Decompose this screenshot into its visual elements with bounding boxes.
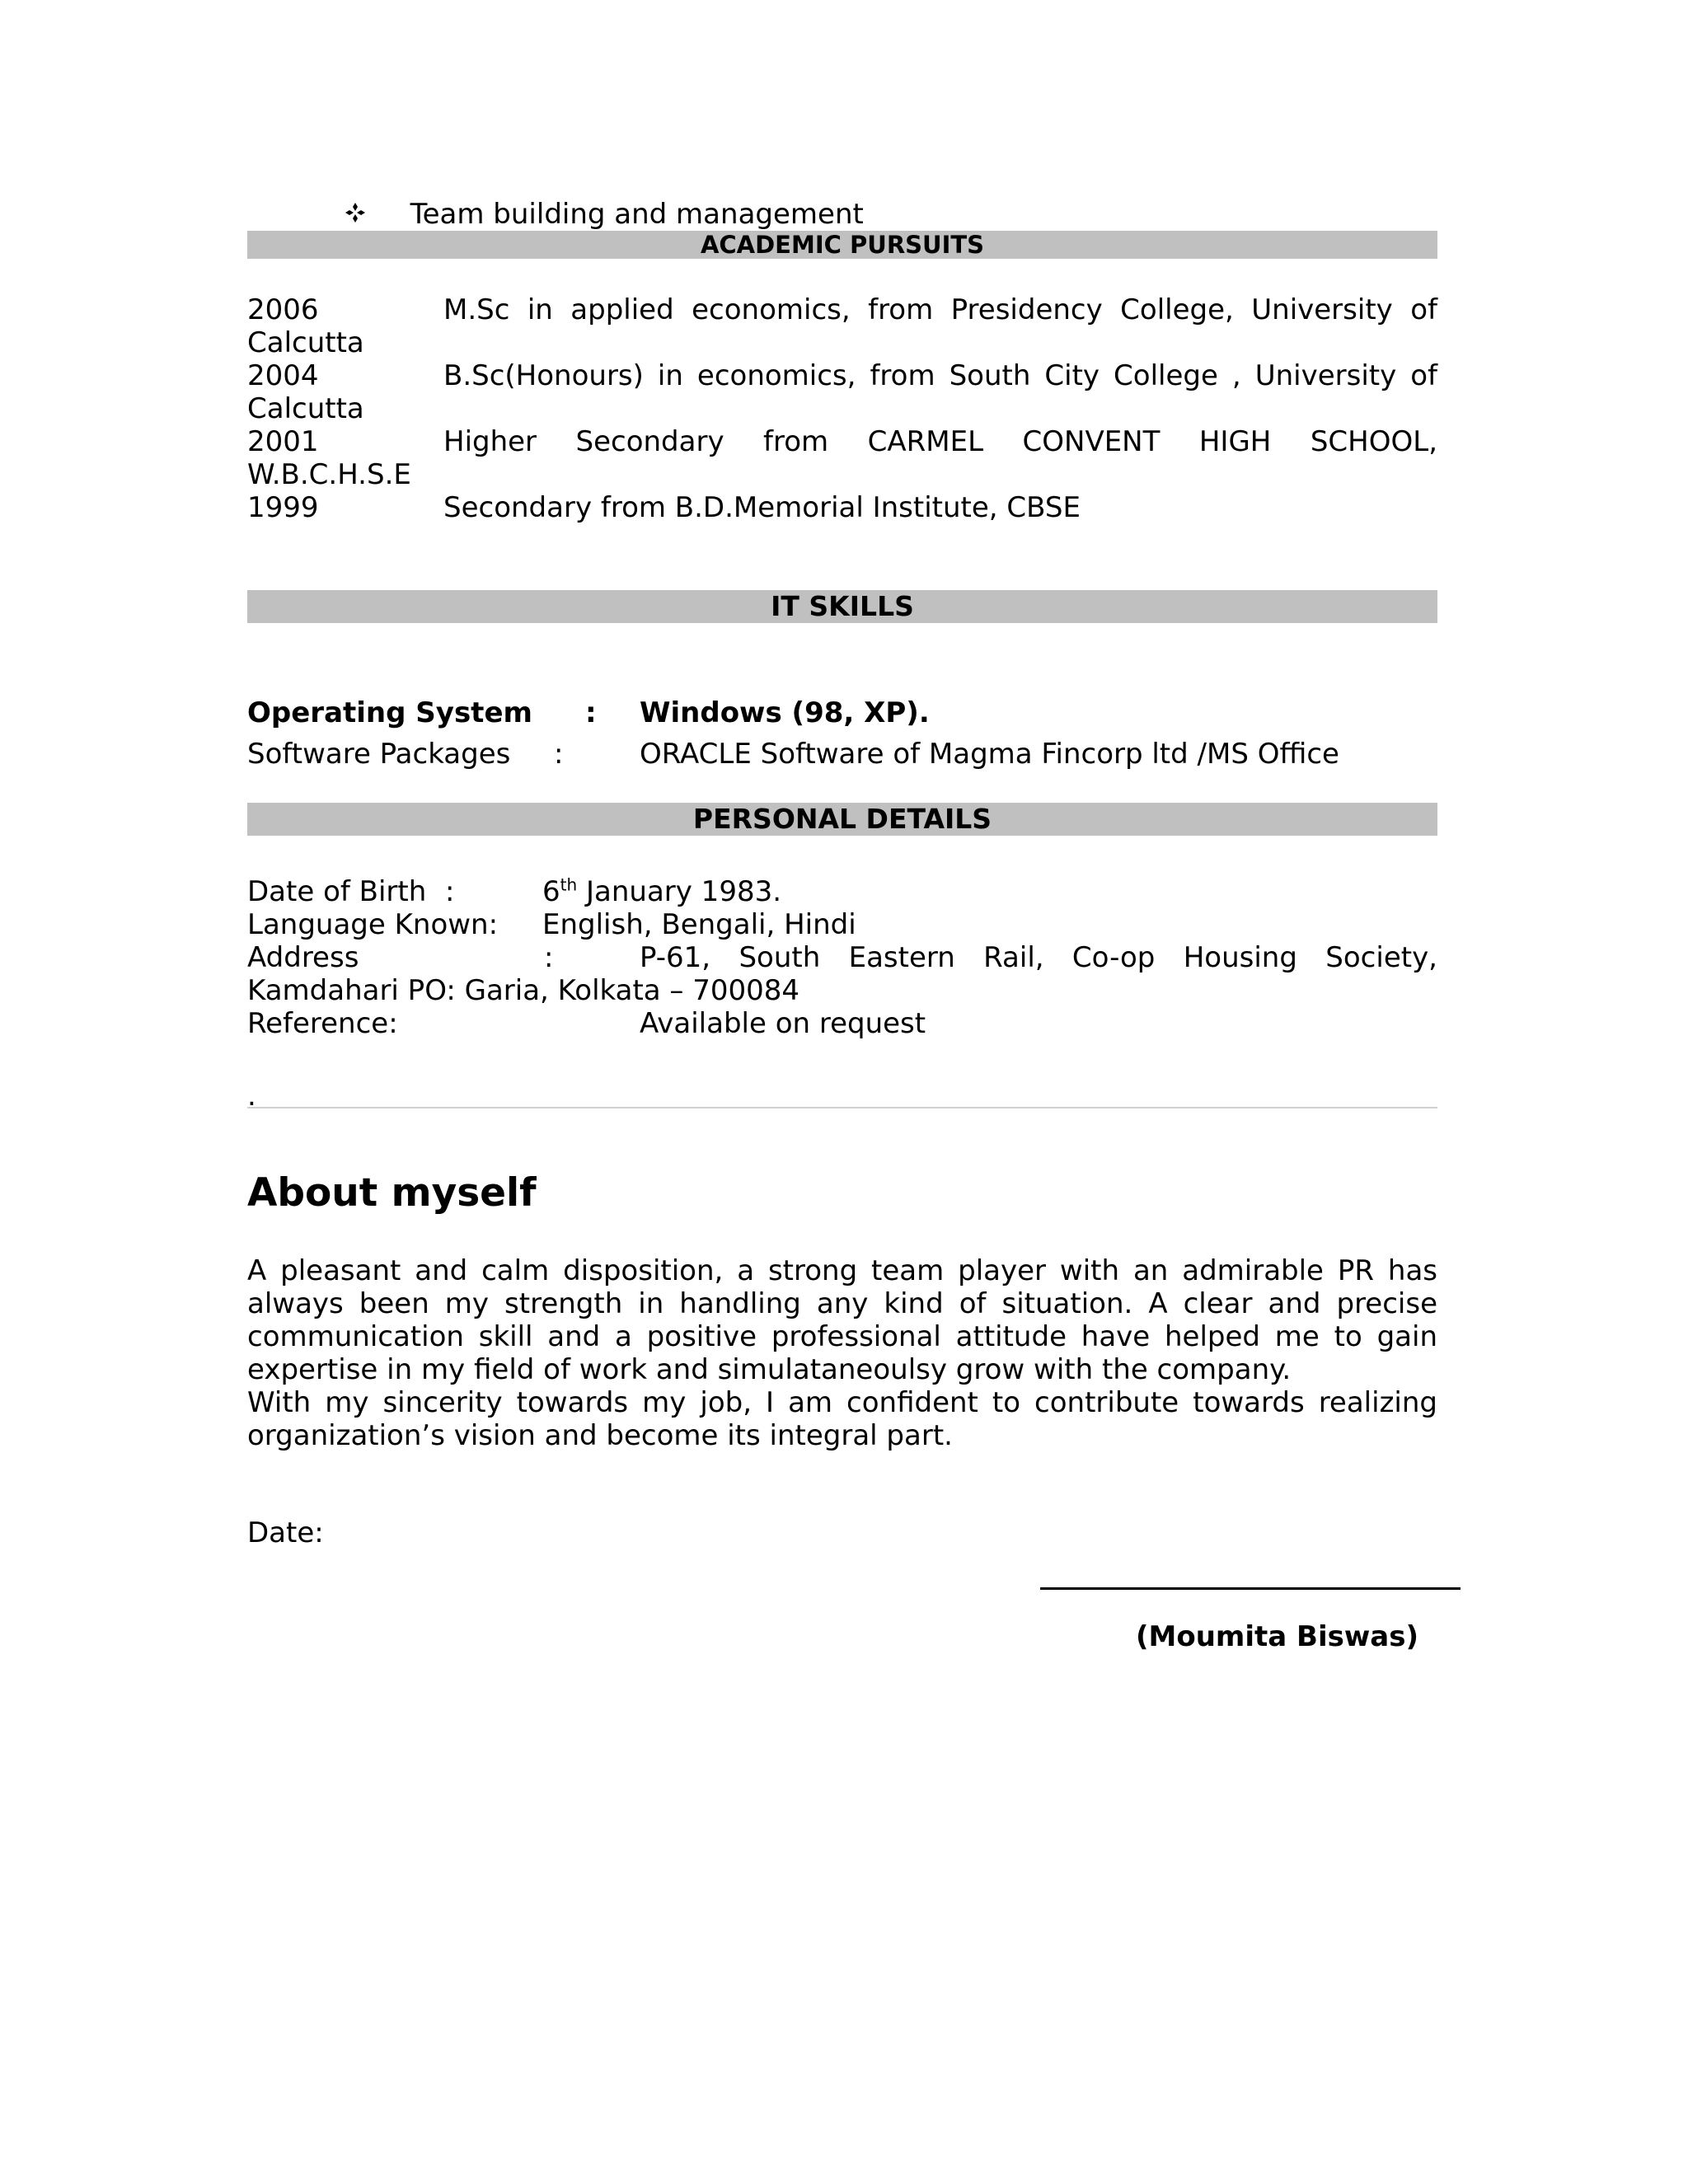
academic-year-1: 2006 xyxy=(247,293,319,326)
reference-value: Available on request xyxy=(640,1007,926,1040)
academic-detail-2-cont: Calcutta xyxy=(247,392,364,425)
it-skills-heading: IT SKILLS xyxy=(247,590,1437,623)
about-line-6: organization’s vision and become its integral part. xyxy=(247,1419,953,1452)
address-line-1: P-61, South Eastern Rail, Co-op Housing Society, xyxy=(640,941,1437,974)
academic-heading: ACADEMIC PURSUITS xyxy=(247,231,1437,259)
about-line-5: With my sincerity towards my job, I am confident to contribute towards realizing xyxy=(247,1386,1437,1419)
address-separator: : xyxy=(544,941,554,974)
academic-year-2: 2004 xyxy=(247,359,319,392)
signature-line xyxy=(1040,1587,1461,1590)
dob-value: 6th January 1983. xyxy=(542,874,782,908)
reference-label: Reference: xyxy=(247,1007,398,1040)
academic-detail-3: Higher Secondary from CARMEL CONVENT HIGH SCHOOL, xyxy=(443,425,1437,458)
about-line-3: communication skill and a positive professional attitude have helped me to gain xyxy=(247,1320,1437,1353)
software-label: Software Packages xyxy=(247,738,511,771)
signature-name: (Moumita Biswas) xyxy=(1136,1620,1418,1653)
dob-separator: : xyxy=(445,875,455,908)
about-heading: About myself xyxy=(247,1170,537,1216)
academic-detail-4: Secondary from B.D.Memorial Institute, CBSE xyxy=(443,491,1081,524)
about-line-1: A pleasant and calm disposition, a strong team player with an admirable PR has xyxy=(247,1254,1437,1287)
language-value: English, Bengali, Hindi xyxy=(542,908,856,941)
academic-detail-1-cont: Calcutta xyxy=(247,326,364,359)
os-label: Operating System xyxy=(247,696,532,729)
about-line-4: expertise in my field of work and simulataneoulsy grow with the company. xyxy=(247,1353,1292,1386)
software-value: ORACLE Software of Magma Fincorp ltd /MS Office xyxy=(640,738,1339,771)
academic-detail-1: M.Sc in applied economics, from Presidency College, University of xyxy=(443,293,1437,326)
about-line-2: always been my strength in handling any kind of situation. A clear and precise xyxy=(247,1287,1437,1320)
language-label: Language Known: xyxy=(247,908,499,941)
academic-year-4: 1999 xyxy=(247,491,319,524)
dob-label: Date of Birth xyxy=(247,875,427,908)
bullet-item xyxy=(345,198,864,231)
date-label: Date: xyxy=(247,1516,324,1549)
address-line-2: Kamdahari PO: Garia, Kolkata – 700084 xyxy=(247,974,800,1007)
os-value: Windows (98, XP). xyxy=(640,696,930,729)
academic-detail-2: B.Sc(Honours) in economics, from South City College , University of xyxy=(443,359,1437,392)
academic-detail-3-cont: W.B.C.H.S.E xyxy=(247,458,411,491)
bullet-text: Team building and management xyxy=(410,198,864,231)
diamond-bullet-icon xyxy=(345,198,366,219)
personal-details-heading: PERSONAL DETAILS xyxy=(247,803,1437,836)
software-separator: : xyxy=(554,738,564,771)
stray-dot: . xyxy=(247,1080,256,1113)
academic-year-3: 2001 xyxy=(247,425,319,458)
address-label: Address xyxy=(247,941,359,974)
os-separator: : xyxy=(585,696,597,729)
divider xyxy=(247,1107,1437,1108)
